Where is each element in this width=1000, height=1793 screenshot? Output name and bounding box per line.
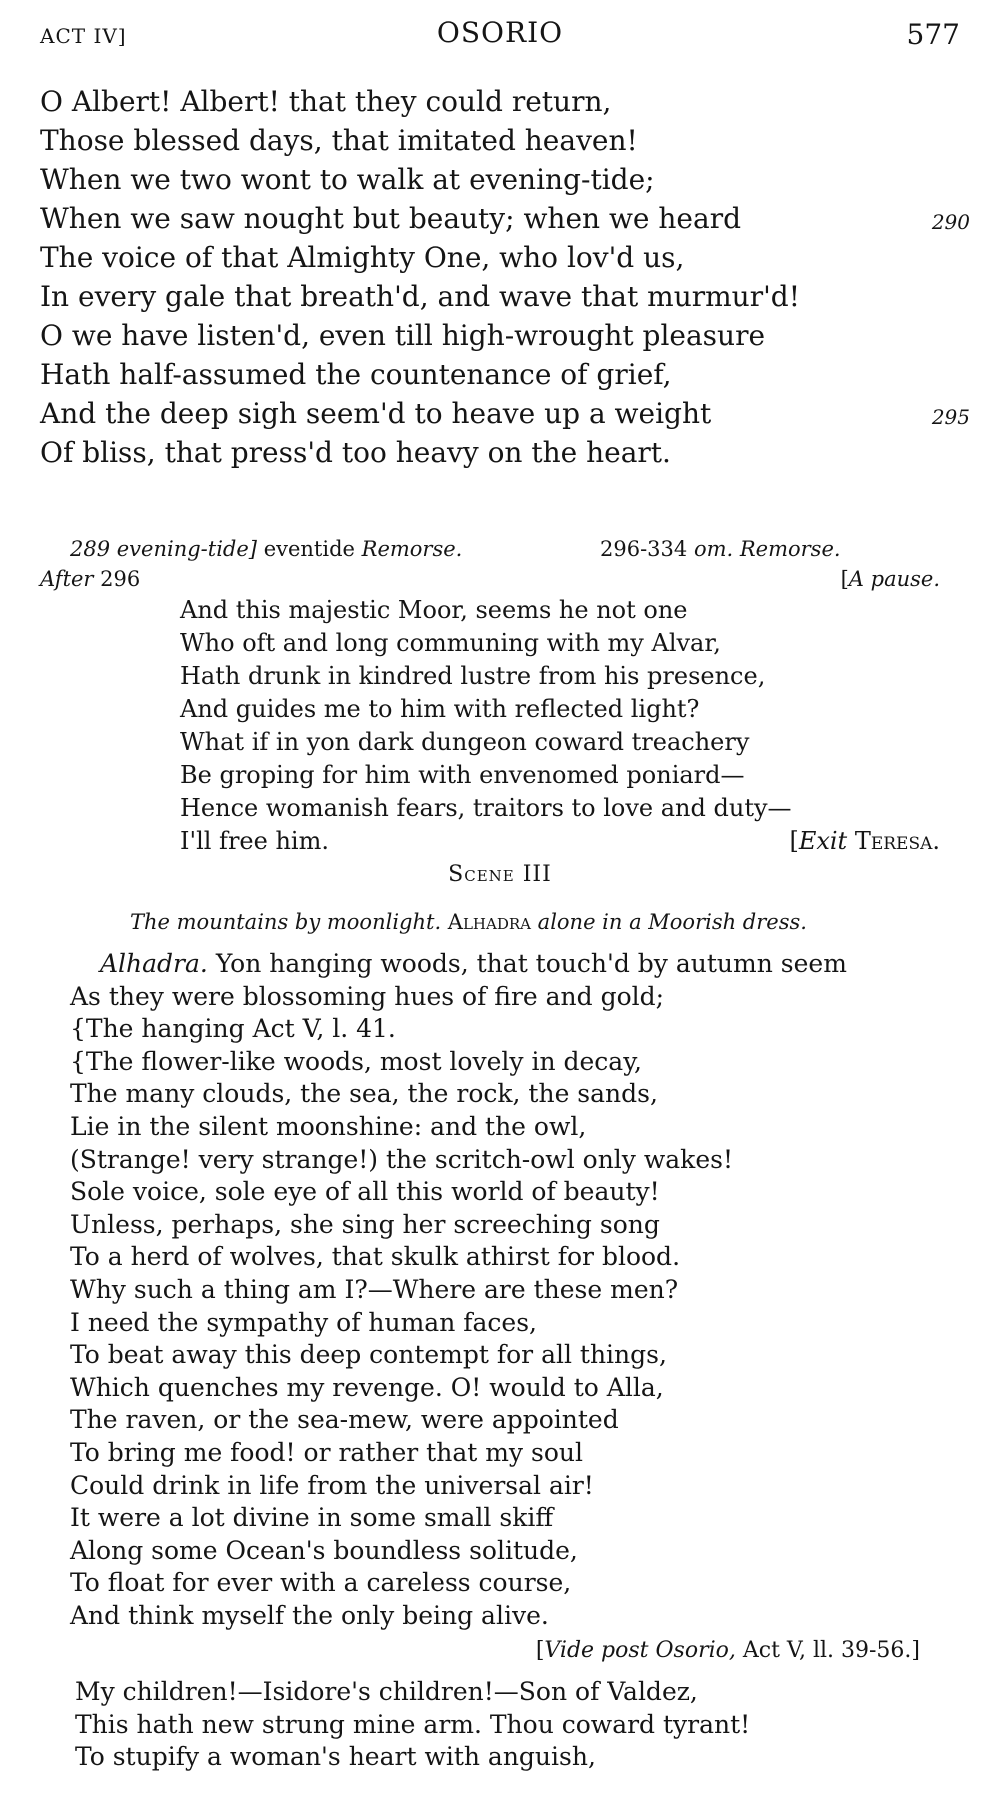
note-range: 296-334 bbox=[600, 537, 694, 561]
after-number: 296 bbox=[93, 567, 141, 591]
scene-verse-line: Which quenches my revenge. O! would to Alla, bbox=[70, 1372, 664, 1402]
scene-direction-rest: alone in a Moorish dress. bbox=[537, 910, 807, 934]
verse-text: In every gale that breath'd, and wave that murmur'd! bbox=[40, 280, 800, 313]
note-reading: eventide bbox=[257, 537, 362, 561]
note-verse-line bbox=[40, 693, 940, 726]
scene-verse-line: Why such a thing am I?—Where are these men? bbox=[70, 1274, 679, 1304]
scene-verse-line: {The flower-like woods, most lovely in decay, bbox=[70, 1046, 642, 1076]
vide-reference bbox=[536, 1638, 920, 1663]
pause-bracket: [ bbox=[840, 567, 849, 591]
exit-word: Exit bbox=[798, 827, 848, 855]
verse-text: When we two wont to walk at evening-tide; bbox=[40, 163, 655, 196]
vide-bracket: [ bbox=[535, 1638, 545, 1663]
verse-text: The voice of that Almighty One, who lov'd us, bbox=[40, 241, 685, 274]
note-verse-line bbox=[40, 726, 940, 759]
scene-verse-line: Could drink in life from the universal air! bbox=[70, 1470, 594, 1500]
pause-text: A pause. bbox=[848, 567, 940, 591]
verse-line bbox=[40, 160, 970, 199]
main-verse bbox=[40, 82, 970, 472]
verse-line bbox=[40, 355, 970, 394]
verse-text: Hath half-assumed the countenance of grief, bbox=[40, 358, 672, 391]
verse-text: O we have listen'd, even till high-wrought pleasure bbox=[40, 319, 766, 352]
verse-line bbox=[40, 238, 970, 277]
scene-verse-line: {The hanging Act V, l. 41. bbox=[70, 1014, 396, 1044]
verse-line bbox=[40, 199, 970, 238]
note-ref: 289 evening-tide] bbox=[70, 537, 258, 561]
scene-verse-line: Sole voice, sole eye of all this world of beauty! bbox=[70, 1177, 660, 1207]
speaker-name: Alhadra. bbox=[100, 949, 208, 978]
vide-title: Vide post Osorio, bbox=[544, 1638, 736, 1663]
note-verse-text: And guides me to him with reflected light? bbox=[180, 695, 700, 723]
scene-verse-line: As they were blossoming hues of fire and gold; bbox=[70, 981, 665, 1011]
stage-direction-exit bbox=[789, 825, 940, 858]
note-289 bbox=[70, 534, 462, 564]
scene-verse-line: To a herd of wolves, that skulk athirst for blood. bbox=[70, 1242, 681, 1272]
note-verse-text: Hath drunk in kindred lustre from his presence, bbox=[180, 662, 766, 690]
note-296-334 bbox=[600, 534, 841, 564]
speech-text: Yon hanging woods, that touch'd by autumn seem bbox=[207, 949, 847, 978]
note-verse-text: What if in yon dark dungeon coward treachery bbox=[180, 728, 750, 756]
scene-verse-line: I need the sympathy of human faces, bbox=[70, 1307, 537, 1337]
scene-verse-line: My children!—Isidore's children!—Son of Valdez, bbox=[75, 1677, 698, 1706]
verse-text: Those blessed days, that imitated heaven! bbox=[40, 124, 638, 157]
verse-line bbox=[40, 394, 970, 433]
verse-text: O Albert! Albert! that they could return, bbox=[40, 85, 612, 118]
note-verse bbox=[40, 594, 940, 858]
scene-verse-line: To bring me food! or rather that my soul bbox=[70, 1437, 583, 1467]
verse-line bbox=[40, 433, 970, 472]
tail-verse bbox=[75, 1676, 965, 1774]
page-number: 577 bbox=[906, 18, 960, 51]
note-verse-line bbox=[40, 594, 940, 627]
scene-verse-line: Lie in the silent moonshine: and the owl, bbox=[70, 1111, 587, 1141]
line-number: 290 bbox=[931, 210, 970, 234]
stage-direction-pause bbox=[841, 564, 940, 594]
note-verse-text: And this majestic Moor, seems he not one bbox=[180, 596, 688, 624]
scene-first-line bbox=[70, 948, 960, 981]
verse-line bbox=[40, 82, 970, 121]
verse-text: Of bliss, that press'd too heavy on the heart. bbox=[40, 436, 671, 469]
scene-verse-line: To float for ever with a careless course, bbox=[70, 1568, 572, 1598]
scene-direction-character: Alhadra bbox=[441, 910, 538, 934]
scene-verse-line: The raven, or the sea-mew, were appointed bbox=[70, 1405, 619, 1435]
note-verse-text: Who oft and long communing with my Alvar, bbox=[180, 629, 721, 657]
scene-verse-line: To stupify a woman's heart with anguish, bbox=[75, 1742, 596, 1772]
note-verse-text: Be groping for him with envenomed poniard— bbox=[180, 761, 745, 789]
note-verse-line bbox=[40, 759, 940, 792]
scene-title: Scene III bbox=[448, 862, 552, 887]
note-verse-line bbox=[40, 660, 940, 693]
scene-verse-line: Unless, perhaps, she sing her screeching song bbox=[70, 1209, 660, 1239]
verse-line bbox=[40, 277, 970, 316]
exit-bracket: [ bbox=[789, 827, 799, 855]
running-head-act: ACT IV] bbox=[40, 24, 127, 48]
note-verse-line bbox=[40, 825, 940, 858]
scene-verse-line: This hath new strung mine arm. Thou coward tyrant! bbox=[75, 1709, 751, 1739]
verse-line bbox=[40, 316, 970, 355]
verse-line bbox=[40, 121, 970, 160]
note-omission: om. Remorse. bbox=[693, 537, 841, 561]
scene-direction-setting: The mountains by moonlight. bbox=[130, 910, 442, 934]
scene-verse-line: And think myself the only being alive. bbox=[70, 1600, 549, 1630]
scene-verse-line: Along some Ocean's boundless solitude, bbox=[70, 1535, 578, 1565]
scene-verse bbox=[70, 948, 960, 1632]
textual-notes bbox=[40, 534, 940, 858]
scene-verse-line: To beat away this deep contempt for all things, bbox=[70, 1340, 667, 1370]
line-number: 295 bbox=[931, 405, 970, 429]
note-source: Remorse. bbox=[361, 537, 463, 561]
exit-character: Teresa. bbox=[847, 827, 940, 855]
note-line-1 bbox=[40, 534, 940, 564]
note-verse-text: Hence womanish fears, traitors to love and duty— bbox=[180, 794, 792, 822]
note-verse-text: I'll free him. bbox=[180, 827, 329, 855]
scene-verse-line: (Strange! very strange!) the scritch-owl only wakes! bbox=[70, 1144, 733, 1174]
vide-location: Act V, ll. 39-56.] bbox=[735, 1638, 920, 1663]
note-verse-line bbox=[40, 792, 940, 825]
note-verse-line bbox=[40, 627, 940, 660]
after-label: After bbox=[40, 567, 94, 591]
verse-text: When we saw nought but beauty; when we heard bbox=[40, 202, 741, 235]
running-head-title: OSORIO bbox=[436, 16, 564, 49]
scene-direction bbox=[130, 910, 807, 934]
scene-verse-line: It were a lot divine in some small skiff bbox=[70, 1503, 554, 1533]
note-line-2 bbox=[40, 564, 940, 594]
verse-text: And the deep sigh seem'd to heave up a weight bbox=[40, 397, 712, 430]
scene-verse-line: The many clouds, the sea, the rock, the sands, bbox=[70, 1079, 658, 1109]
